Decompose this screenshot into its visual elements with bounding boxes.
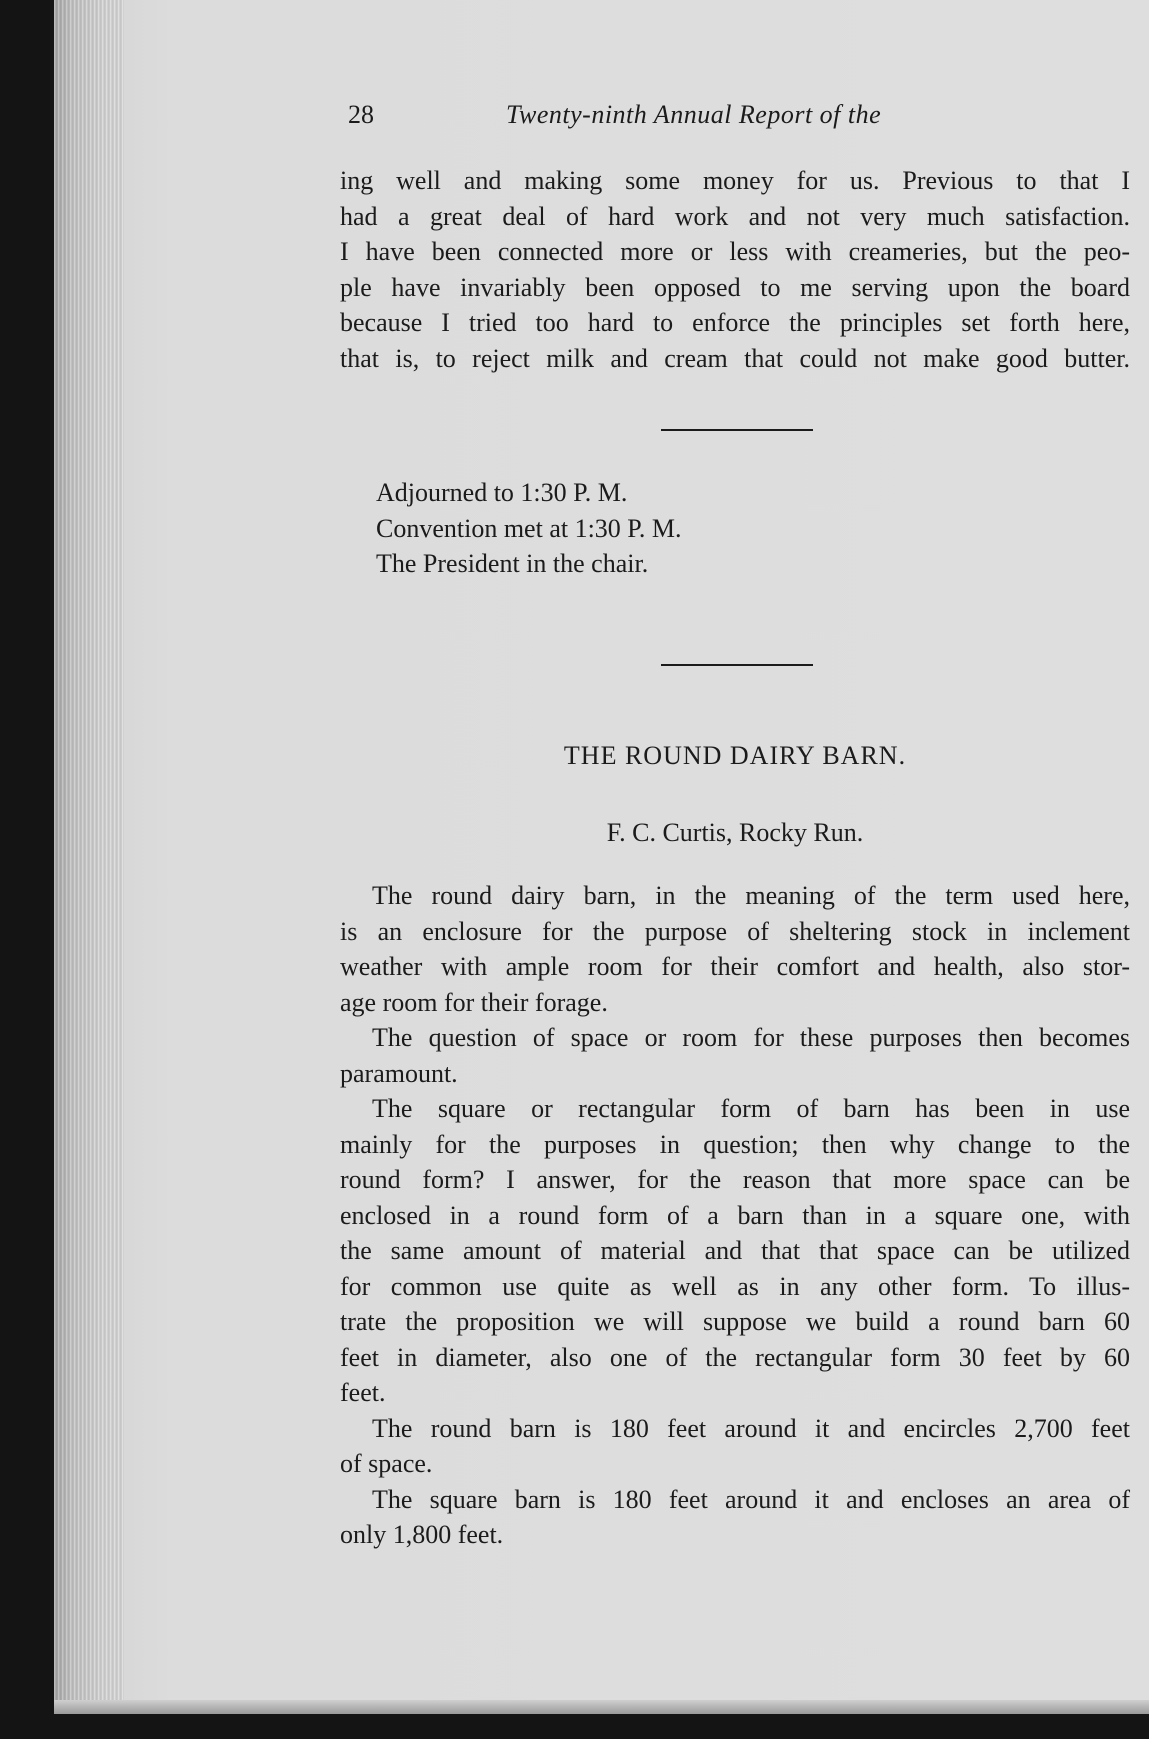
text-line: mainly for the purposes in question; then why change to the: [340, 1129, 1130, 1159]
text-line: paramount.: [340, 1058, 458, 1088]
text-line: trate the proposition we will suppose we build a round barn 60: [340, 1307, 1130, 1336]
article-body: [340, 878, 1130, 1553]
running-head: Twenty-ninth Annual Report of the: [506, 100, 882, 129]
text-line: ing well and making some money for us. Previous to that I: [340, 166, 1130, 195]
text-line: because I tried too hard to enforce the principles set forth here,: [340, 308, 1130, 337]
minutes-line: The President in the chair.: [376, 549, 649, 578]
text-line: of space.: [340, 1449, 433, 1478]
text-line: for common use quite as well as in any other form. To illus-: [340, 1271, 1130, 1301]
text-line: that is, to reject milk and cream that could not make good butter.: [340, 343, 1130, 373]
section-divider: [661, 429, 813, 431]
text-line: The square barn is 180 feet around it and encloses an area of: [372, 1484, 1130, 1514]
paragraph: [340, 1482, 1130, 1553]
text-line: age room for their forage.: [340, 987, 608, 1017]
paragraph: [340, 1091, 1130, 1411]
minutes-block: [376, 475, 876, 582]
article-byline: F. C. Curtis, Rocky Run.: [606, 818, 864, 847]
text-line: I have been connected more or less with creameries, but the peo-: [340, 237, 1130, 266]
paragraph: [340, 878, 1130, 1020]
text-line: The question of space or room for these purposes then becomes: [372, 1023, 1130, 1052]
section-divider: [661, 664, 813, 666]
text-line: The square or rectangular form of barn has been in use: [372, 1094, 1130, 1123]
page-bottom-edge: [54, 1700, 1149, 1714]
text-line: had a great deal of hard work and not very much satisfaction.: [340, 201, 1130, 231]
text-line: the same amount of material and that that space can be utilized: [340, 1236, 1130, 1265]
text-line: only 1,800 feet.: [340, 1520, 504, 1549]
text-line: ple have invariably been opposed to me serving upon the board: [340, 272, 1130, 302]
text-line: round form? I answer, for the reason that more space can be: [340, 1165, 1130, 1194]
text-line: The round barn is 180 feet around it and encircles 2,700 feet: [372, 1413, 1130, 1443]
page-binding-edge: [54, 0, 124, 1712]
article-title: THE ROUND DAIRY BARN.: [563, 741, 907, 770]
minutes-line: Convention met at 1:30 P. M.: [376, 513, 682, 543]
paragraph: [340, 1020, 1130, 1091]
text-line: is an enclosure for the purpose of sheltering stock in inclement: [340, 916, 1130, 946]
text-line: feet in diameter, also one of the rectangular form 30 feet by 60: [340, 1342, 1130, 1372]
minutes-line: Adjourned to 1:30 P. M.: [376, 478, 628, 507]
text-line: weather with ample room for their comfort and health, also stor-: [340, 952, 1130, 981]
paragraph: [340, 1411, 1130, 1482]
page-number: 28: [348, 100, 374, 129]
text-line: The round dairy barn, in the meaning of the term used here,: [372, 881, 1130, 910]
text-line: enclosed in a round form of a barn than in a square one, with: [340, 1200, 1130, 1230]
text-line: feet.: [340, 1378, 386, 1407]
intro-paragraph: [340, 163, 1130, 376]
